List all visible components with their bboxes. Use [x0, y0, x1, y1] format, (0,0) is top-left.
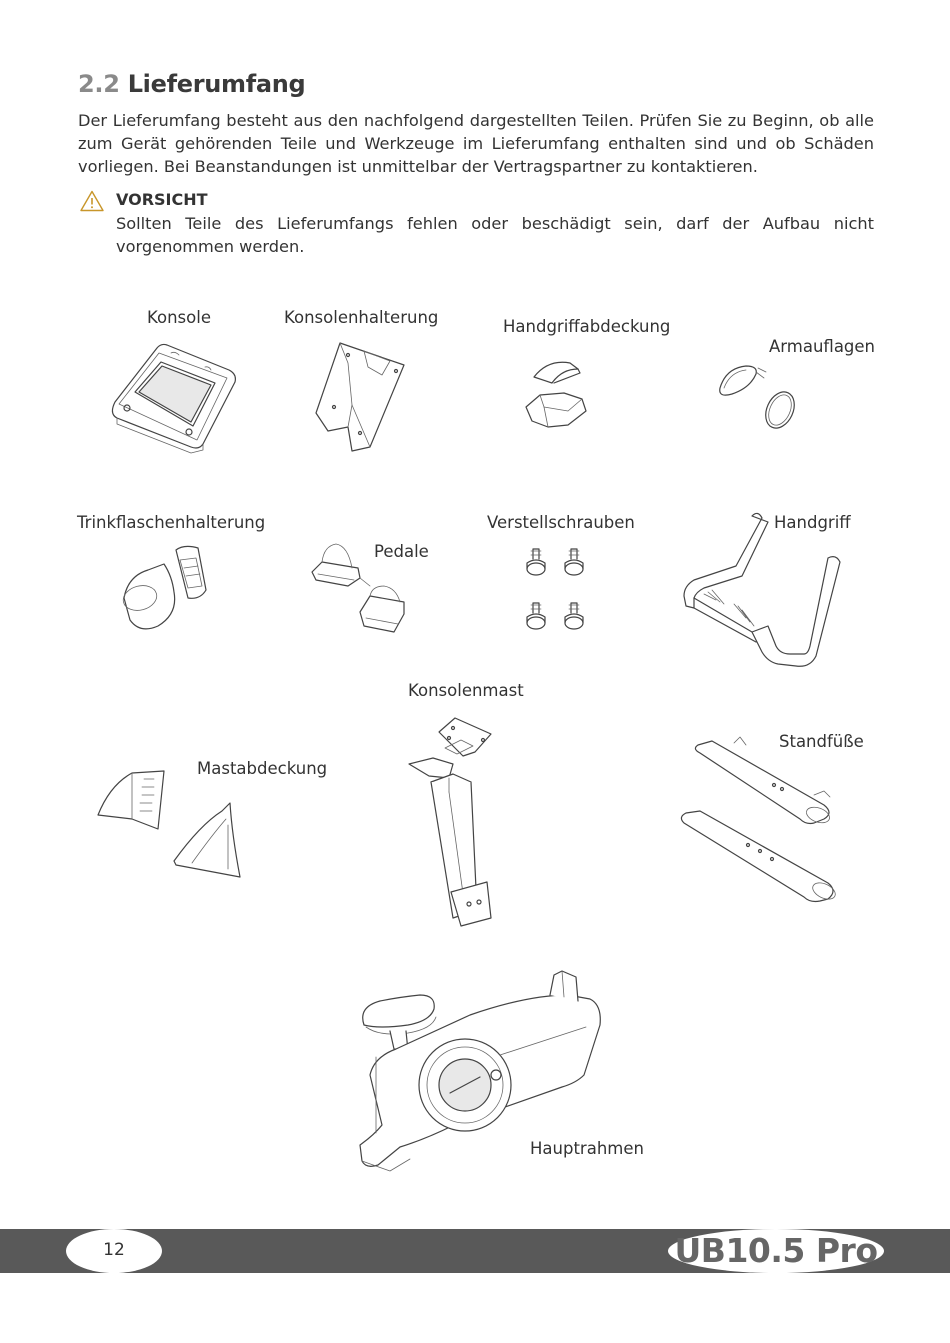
label-handgriff: Handgriff	[774, 513, 851, 532]
armrests-drawing	[712, 362, 802, 437]
section-number: 2.2	[78, 70, 120, 98]
label-trinkflaschenhalterung: Trinkflaschenhalterung	[77, 513, 266, 532]
bottle-holder-drawing	[118, 542, 228, 634]
stand-feet-drawing	[678, 735, 848, 910]
mast-cover-drawing	[92, 765, 252, 885]
pedals-drawing	[308, 540, 418, 640]
label-konsolenmast: Konsolenmast	[408, 681, 524, 700]
label-handgriffabdeckung: Handgriffabdeckung	[503, 317, 671, 336]
label-konsolenhalterung: Konsolenhalterung	[284, 308, 439, 327]
label-konsole: Konsole	[147, 308, 211, 327]
label-hauptrahmen: Hauptrahmen	[530, 1139, 644, 1158]
caution-text: Sollten Teile des Lieferumfangs fehlen oder beschädigt sein, darf der Aufbau nicht vorgenommen werden.	[116, 214, 874, 256]
page-number: 12	[103, 1240, 125, 1260]
intro-paragraph: Der Lieferumfang besteht aus den nachfolgend dargestellten Teilen. Prüfen Sie zu Beginn, ob alle zum Gerät gehörenden Teile und Werkzeuge im Lieferumfang enthalten sind und ob Schäden vorliegen. Bei Beanstandungen ist unmittelbar der Vertragspartner zu kontaktieren.	[78, 111, 874, 176]
caution-title: VORSICHT	[116, 190, 208, 209]
label-verstellschrauben: Verstellschrauben	[487, 513, 635, 532]
handle-cover-drawing	[518, 355, 618, 435]
main-frame-drawing	[350, 965, 610, 1180]
section-title: Lieferumfang	[127, 70, 306, 98]
label-pedale: Pedale	[374, 542, 429, 561]
label-mastabdeckung: Mastabdeckung	[197, 759, 328, 778]
model-name: UB10.5 Pro	[674, 1231, 878, 1270]
handlebar-drawing	[676, 508, 856, 673]
section-heading	[78, 70, 305, 98]
console-bracket-drawing	[308, 335, 413, 457]
warning-triangle-icon	[80, 190, 104, 212]
adjustment-screws-drawing	[522, 545, 592, 633]
console-drawing	[105, 340, 245, 455]
label-armauflagen: Armauflagen	[769, 337, 876, 356]
console-mast-drawing	[405, 712, 515, 934]
label-standfuesse: Standfüße	[779, 732, 864, 751]
